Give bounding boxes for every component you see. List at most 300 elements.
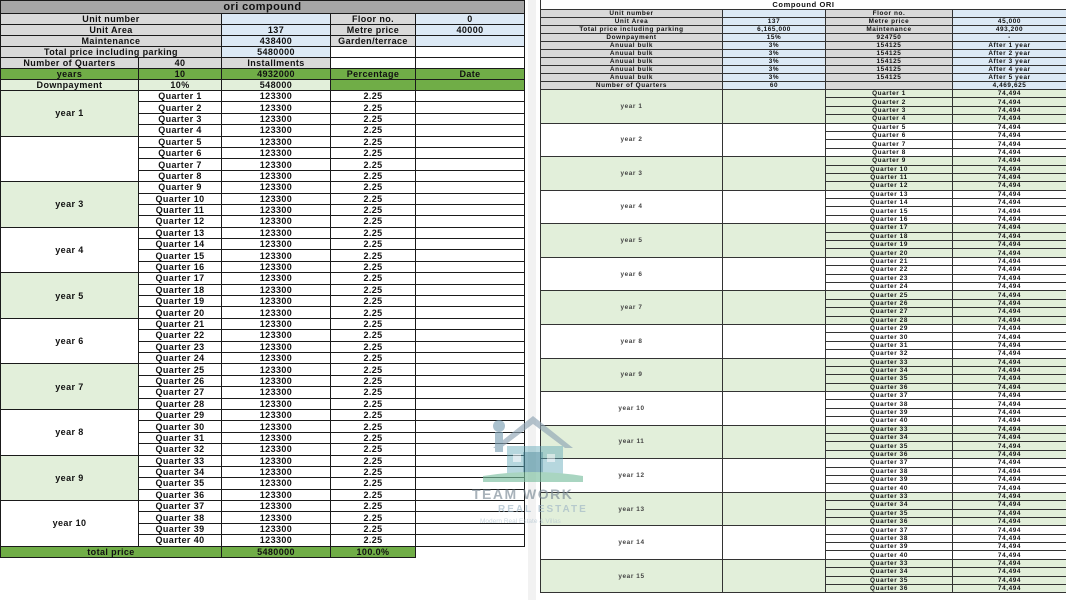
value-downpayment-percent: 10% bbox=[139, 80, 222, 91]
quarter-date bbox=[416, 170, 525, 181]
quarter-amount: 74,494 bbox=[953, 173, 1066, 181]
quarter-label: Quarter 2 bbox=[139, 102, 222, 113]
header-row bbox=[541, 66, 1066, 74]
quarter-percentage: 2.25 bbox=[331, 512, 416, 523]
quarter-amount: 74,494 bbox=[953, 190, 1066, 198]
value-unit-number bbox=[222, 14, 331, 25]
header-label: Downpayment bbox=[541, 34, 723, 42]
quarter-amount: 123300 bbox=[222, 170, 331, 181]
quarter-label: Quarter 28 bbox=[139, 398, 222, 409]
header-label-2: Floor no. bbox=[826, 10, 953, 18]
quarter-label: Quarter 27 bbox=[826, 308, 953, 316]
quarter-amount: 74,494 bbox=[953, 207, 1066, 215]
year-label: year 7 bbox=[1, 364, 139, 410]
compound-ori-sheet bbox=[540, 0, 1066, 593]
year-label: year 3 bbox=[1, 182, 139, 228]
value-maintenance: 438400 bbox=[222, 36, 331, 47]
header-value: 3% bbox=[723, 58, 826, 66]
quarter-amount: 74,494 bbox=[953, 509, 1066, 517]
year-label: year 9 bbox=[1, 455, 139, 501]
quarter-label: Quarter 33 bbox=[826, 492, 953, 500]
quarter-amount: 123300 bbox=[222, 193, 331, 204]
quarter-label: Quarter 5 bbox=[139, 136, 222, 147]
quarter-amount: 74,494 bbox=[953, 383, 1066, 391]
quarter-label: Quarter 31 bbox=[826, 341, 953, 349]
quarter-amount: 74,494 bbox=[953, 316, 1066, 324]
quarter-percentage: 2.25 bbox=[331, 466, 416, 477]
table-row bbox=[1, 136, 525, 147]
header-label-2: 154125 bbox=[826, 58, 953, 66]
quarter-label: Quarter 18 bbox=[826, 232, 953, 240]
quarter-label: Quarter 22 bbox=[139, 330, 222, 341]
quarter-date bbox=[416, 113, 525, 124]
value-installments: 4932000 bbox=[222, 69, 331, 80]
quarter-amount: 74,494 bbox=[953, 131, 1066, 139]
watermark-line1: TEAM WORK bbox=[472, 486, 574, 502]
quarter-amount: 74,494 bbox=[953, 299, 1066, 307]
quarter-label: Quarter 23 bbox=[826, 274, 953, 282]
quarter-label: Quarter 33 bbox=[826, 425, 953, 433]
quarter-amount: 123300 bbox=[222, 535, 331, 546]
quarter-label: Quarter 15 bbox=[139, 250, 222, 261]
quarter-label: Quarter 29 bbox=[139, 409, 222, 420]
quarter-amount: 74,494 bbox=[953, 266, 1066, 274]
table-row bbox=[541, 526, 1066, 534]
empty-cell bbox=[416, 80, 525, 91]
quarter-amount: 123300 bbox=[222, 284, 331, 295]
quarter-label: Quarter 4 bbox=[826, 115, 953, 123]
quarter-amount: 74,494 bbox=[953, 585, 1066, 593]
header-value: 60 bbox=[723, 82, 826, 90]
empty-cell bbox=[723, 526, 826, 560]
quarter-amount: 74,494 bbox=[953, 157, 1066, 165]
quarter-label: Quarter 37 bbox=[826, 392, 953, 400]
quarter-date bbox=[416, 273, 525, 284]
header-label: Anuual bulk bbox=[541, 74, 723, 82]
quarter-label: Quarter 34 bbox=[139, 466, 222, 477]
quarter-label: Quarter 8 bbox=[826, 148, 953, 156]
quarter-date bbox=[416, 296, 525, 307]
header-label-2: 154125 bbox=[826, 74, 953, 82]
value-metre-price: 40000 bbox=[416, 25, 525, 36]
quarter-date bbox=[416, 341, 525, 352]
quarter-amount: 123300 bbox=[222, 273, 331, 284]
quarter-label: Quarter 37 bbox=[826, 526, 953, 534]
empty-cell bbox=[331, 80, 416, 91]
quarter-amount: 123300 bbox=[222, 91, 331, 102]
header-label: Unit Area bbox=[541, 18, 723, 26]
year-label: year 4 bbox=[1, 227, 139, 273]
table-row bbox=[541, 459, 1066, 467]
quarter-label: Quarter 34 bbox=[826, 568, 953, 576]
quarter-label: Quarter 1 bbox=[139, 91, 222, 102]
quarter-amount: 123300 bbox=[222, 296, 331, 307]
header-value-2 bbox=[953, 10, 1066, 18]
quarter-amount: 123300 bbox=[222, 398, 331, 409]
value-number-of-quarters: 40 bbox=[139, 58, 222, 69]
quarter-date bbox=[416, 91, 525, 102]
quarter-amount: 74,494 bbox=[953, 375, 1066, 383]
quarter-amount: 74,494 bbox=[953, 517, 1066, 525]
quarter-label: Quarter 13 bbox=[139, 227, 222, 238]
empty-cell bbox=[723, 90, 826, 124]
table-row bbox=[1, 182, 525, 193]
header-label-2: Metre price bbox=[826, 18, 953, 26]
quarter-label: Quarter 19 bbox=[826, 241, 953, 249]
quarter-percentage: 2.25 bbox=[331, 535, 416, 546]
table-row bbox=[1, 318, 525, 329]
quarter-amount: 123300 bbox=[222, 444, 331, 455]
sheet-title: Compound ORI bbox=[541, 0, 1066, 10]
value-downpayment-amount: 548000 bbox=[222, 80, 331, 91]
label-unit-number: Unit number bbox=[1, 14, 222, 25]
table-row bbox=[1, 227, 525, 238]
header-value: 3% bbox=[723, 42, 826, 50]
header-value: 3% bbox=[723, 66, 826, 74]
quarter-percentage: 2.25 bbox=[331, 273, 416, 284]
quarter-label: Quarter 32 bbox=[826, 350, 953, 358]
year-label: year 15 bbox=[541, 559, 723, 593]
quarter-percentage: 2.25 bbox=[331, 523, 416, 534]
quarter-amount: 74,494 bbox=[953, 90, 1066, 98]
quarter-percentage: 2.25 bbox=[331, 375, 416, 386]
quarter-amount: 74,494 bbox=[953, 257, 1066, 265]
table-row bbox=[1, 273, 525, 284]
label-total-price-footer: total price bbox=[1, 546, 222, 557]
quarter-amount: 123300 bbox=[222, 432, 331, 443]
quarter-label: Quarter 17 bbox=[139, 273, 222, 284]
quarter-percentage: 2.25 bbox=[331, 455, 416, 466]
quarter-amount: 123300 bbox=[222, 455, 331, 466]
quarter-label: Quarter 25 bbox=[139, 364, 222, 375]
quarter-percentage: 2.25 bbox=[331, 307, 416, 318]
table-row bbox=[541, 425, 1066, 433]
year-label: year 8 bbox=[541, 324, 723, 358]
quarter-amount: 123300 bbox=[222, 261, 331, 272]
quarter-date bbox=[416, 444, 525, 455]
year-label: year 10 bbox=[541, 392, 723, 426]
header-value-2: After 5 year bbox=[953, 74, 1066, 82]
quarter-amount: 74,494 bbox=[953, 215, 1066, 223]
quarter-amount: 74,494 bbox=[953, 341, 1066, 349]
table-row bbox=[1, 91, 525, 102]
quarter-label: Quarter 21 bbox=[826, 257, 953, 265]
quarter-amount: 123300 bbox=[222, 466, 331, 477]
quarter-label: Quarter 38 bbox=[139, 512, 222, 523]
quarter-percentage: 2.25 bbox=[331, 125, 416, 136]
empty-cell bbox=[723, 324, 826, 358]
header-value-2: 45,000 bbox=[953, 18, 1066, 26]
quarter-label: Quarter 34 bbox=[826, 501, 953, 509]
label-floor-no: Floor no. bbox=[331, 14, 416, 25]
quarter-label: Quarter 24 bbox=[139, 352, 222, 363]
quarter-label: Quarter 16 bbox=[139, 261, 222, 272]
table-row bbox=[541, 90, 1066, 98]
label-total-price: Total price including parking bbox=[1, 47, 222, 58]
year-label: year 7 bbox=[541, 291, 723, 325]
quarter-label: Quarter 10 bbox=[139, 193, 222, 204]
header-label: Total price including parking bbox=[541, 26, 723, 34]
quarter-amount: 74,494 bbox=[953, 450, 1066, 458]
quarter-amount: 74,494 bbox=[953, 400, 1066, 408]
header-label: Anuual bulk bbox=[541, 42, 723, 50]
quarter-label: Quarter 13 bbox=[826, 190, 953, 198]
quarter-date bbox=[416, 125, 525, 136]
quarter-amount: 74,494 bbox=[953, 282, 1066, 290]
quarter-label: Quarter 33 bbox=[826, 559, 953, 567]
quarter-amount: 123300 bbox=[222, 364, 331, 375]
watermark-line3: Modern Real Estate & Villas bbox=[480, 518, 561, 525]
quarter-date bbox=[416, 239, 525, 250]
quarter-date bbox=[416, 330, 525, 341]
header-row bbox=[541, 10, 1066, 18]
quarter-percentage: 2.25 bbox=[331, 284, 416, 295]
quarter-date bbox=[416, 307, 525, 318]
header-label: Anuual bulk bbox=[541, 66, 723, 74]
header-row bbox=[541, 26, 1066, 34]
quarter-date bbox=[416, 409, 525, 420]
ori-compound-sheet bbox=[0, 0, 524, 558]
header-value-2: After 4 year bbox=[953, 66, 1066, 74]
quarter-label: Quarter 2 bbox=[826, 98, 953, 106]
quarter-percentage: 2.25 bbox=[331, 364, 416, 375]
quarter-amount: 74,494 bbox=[953, 551, 1066, 559]
header-value-2: - bbox=[953, 34, 1066, 42]
table-row bbox=[541, 190, 1066, 198]
quarter-amount: 74,494 bbox=[953, 568, 1066, 576]
empty-cell bbox=[723, 425, 826, 459]
label-maintenance: Maintenance bbox=[1, 36, 222, 47]
header-value: 3% bbox=[723, 74, 826, 82]
quarter-amount: 74,494 bbox=[953, 475, 1066, 483]
quarter-amount: 74,494 bbox=[953, 148, 1066, 156]
header-value-2: 493,200 bbox=[953, 26, 1066, 34]
quarter-label: Quarter 8 bbox=[139, 170, 222, 181]
header-percentage: Percentage bbox=[331, 69, 416, 80]
quarter-amount: 74,494 bbox=[953, 392, 1066, 400]
quarter-percentage: 2.25 bbox=[331, 136, 416, 147]
quarter-amount: 74,494 bbox=[953, 324, 1066, 332]
quarter-label: Quarter 17 bbox=[826, 224, 953, 232]
quarter-amount: 74,494 bbox=[953, 358, 1066, 366]
year-label: year 1 bbox=[1, 91, 139, 137]
empty-cell bbox=[723, 190, 826, 224]
quarter-label: Quarter 1 bbox=[826, 90, 953, 98]
year-label: year 3 bbox=[541, 157, 723, 191]
empty-cell bbox=[416, 58, 525, 69]
quarter-date bbox=[416, 182, 525, 193]
quarter-date bbox=[416, 352, 525, 363]
header-label-2: 154125 bbox=[826, 50, 953, 58]
year-label: year 8 bbox=[1, 409, 139, 455]
quarter-date bbox=[416, 204, 525, 215]
quarter-date bbox=[416, 512, 525, 523]
quarter-label: Quarter 31 bbox=[139, 432, 222, 443]
quarter-amount: 74,494 bbox=[953, 98, 1066, 106]
header-value-2: After 3 year bbox=[953, 58, 1066, 66]
quarter-amount: 74,494 bbox=[953, 425, 1066, 433]
table-row bbox=[1, 409, 525, 420]
quarter-date bbox=[416, 523, 525, 534]
page-divider bbox=[528, 0, 536, 600]
quarter-amount: 74,494 bbox=[953, 350, 1066, 358]
quarter-label: Quarter 40 bbox=[826, 551, 953, 559]
header-value: 3% bbox=[723, 50, 826, 58]
quarter-date bbox=[416, 398, 525, 409]
quarter-percentage: 2.25 bbox=[331, 318, 416, 329]
header-value-2: After 2 year bbox=[953, 50, 1066, 58]
header-label: Anuual bulk bbox=[541, 58, 723, 66]
header-label-2 bbox=[826, 82, 953, 90]
quarter-amount: 74,494 bbox=[953, 274, 1066, 282]
quarter-label: Quarter 21 bbox=[139, 318, 222, 329]
quarter-date bbox=[416, 364, 525, 375]
table-row bbox=[541, 392, 1066, 400]
quarter-label: Quarter 32 bbox=[139, 444, 222, 455]
quarter-label: Quarter 16 bbox=[826, 215, 953, 223]
quarter-amount: 74,494 bbox=[953, 534, 1066, 542]
quarter-amount: 123300 bbox=[222, 375, 331, 386]
quarter-percentage: 2.25 bbox=[331, 432, 416, 443]
header-label-2: 154125 bbox=[826, 42, 953, 50]
quarter-label: Quarter 37 bbox=[826, 459, 953, 467]
quarter-date bbox=[416, 227, 525, 238]
header-label-2: 924750 bbox=[826, 34, 953, 42]
label-metre-price: Metre price bbox=[331, 25, 416, 36]
quarter-label: Quarter 38 bbox=[826, 534, 953, 542]
quarter-label: Quarter 15 bbox=[826, 207, 953, 215]
quarter-amount: 123300 bbox=[222, 341, 331, 352]
header-label: Number of Quarters bbox=[541, 82, 723, 90]
year-label: year 13 bbox=[541, 492, 723, 526]
quarter-label: Quarter 9 bbox=[826, 157, 953, 165]
quarter-date bbox=[416, 250, 525, 261]
quarter-amount: 123300 bbox=[222, 478, 331, 489]
quarter-date bbox=[416, 284, 525, 295]
header-row bbox=[541, 74, 1066, 82]
quarter-percentage: 2.25 bbox=[331, 193, 416, 204]
quarter-label: Quarter 14 bbox=[139, 239, 222, 250]
quarter-label: Quarter 36 bbox=[826, 450, 953, 458]
quarter-label: Quarter 22 bbox=[826, 266, 953, 274]
year-label: year 12 bbox=[541, 459, 723, 493]
quarter-amount: 123300 bbox=[222, 387, 331, 398]
quarter-amount: 74,494 bbox=[953, 484, 1066, 492]
quarter-label: Quarter 19 bbox=[139, 296, 222, 307]
quarter-amount: 74,494 bbox=[953, 543, 1066, 551]
quarter-date bbox=[416, 102, 525, 113]
header-date: Date bbox=[416, 69, 525, 80]
empty-cell bbox=[416, 546, 525, 557]
quarter-amount: 123300 bbox=[222, 409, 331, 420]
table-row bbox=[541, 559, 1066, 567]
year-label: year 10 bbox=[1, 501, 139, 547]
table-row bbox=[541, 324, 1066, 332]
quarter-amount: 74,494 bbox=[953, 459, 1066, 467]
header-label: Anuual bulk bbox=[541, 50, 723, 58]
quarter-label: Quarter 35 bbox=[826, 375, 953, 383]
header-label-2: 154125 bbox=[826, 66, 953, 74]
quarter-date bbox=[416, 261, 525, 272]
quarter-amount: 123300 bbox=[222, 250, 331, 261]
quarter-amount: 74,494 bbox=[953, 308, 1066, 316]
quarter-label: Quarter 39 bbox=[826, 543, 953, 551]
quarter-percentage: 2.25 bbox=[331, 489, 416, 500]
quarter-label: Quarter 34 bbox=[826, 366, 953, 374]
quarter-percentage: 2.25 bbox=[331, 239, 416, 250]
quarter-label: Quarter 36 bbox=[826, 585, 953, 593]
quarter-percentage: 2.25 bbox=[331, 398, 416, 409]
table-row bbox=[1, 364, 525, 375]
quarter-label: Quarter 40 bbox=[826, 484, 953, 492]
year-label: year 9 bbox=[541, 358, 723, 392]
quarter-label: Quarter 10 bbox=[826, 165, 953, 173]
quarter-amount: 123300 bbox=[222, 227, 331, 238]
quarter-percentage: 2.25 bbox=[331, 296, 416, 307]
quarter-amount: 123300 bbox=[222, 125, 331, 136]
quarter-date bbox=[416, 159, 525, 170]
quarter-label: Quarter 26 bbox=[826, 299, 953, 307]
quarter-amount: 74,494 bbox=[953, 249, 1066, 257]
quarter-percentage: 2.25 bbox=[331, 330, 416, 341]
quarter-amount: 74,494 bbox=[953, 526, 1066, 534]
quarter-label: Quarter 33 bbox=[139, 455, 222, 466]
empty-cell bbox=[723, 392, 826, 426]
table-row bbox=[541, 257, 1066, 265]
quarter-amount: 74,494 bbox=[953, 417, 1066, 425]
quarter-amount: 74,494 bbox=[953, 501, 1066, 509]
label-downpayment: Downpayment bbox=[1, 80, 139, 91]
value-total-percent-footer: 100.0% bbox=[331, 546, 416, 557]
quarter-date bbox=[416, 478, 525, 489]
year-label: year 6 bbox=[1, 318, 139, 364]
quarter-label: Quarter 3 bbox=[826, 106, 953, 114]
quarter-date bbox=[416, 136, 525, 147]
quarter-percentage: 2.25 bbox=[331, 159, 416, 170]
quarter-date bbox=[416, 455, 525, 466]
quarter-label: Quarter 39 bbox=[826, 408, 953, 416]
header-value: 6,165,000 bbox=[723, 26, 826, 34]
quarter-label: Quarter 3 bbox=[139, 113, 222, 124]
quarter-amount: 74,494 bbox=[953, 165, 1066, 173]
quarter-date bbox=[416, 466, 525, 477]
year-label: year 5 bbox=[541, 224, 723, 258]
quarter-date bbox=[416, 535, 525, 546]
quarter-label: Quarter 30 bbox=[139, 421, 222, 432]
quarter-percentage: 2.25 bbox=[331, 341, 416, 352]
value-total-price: 5480000 bbox=[222, 47, 331, 58]
quarter-amount: 123300 bbox=[222, 352, 331, 363]
table-row bbox=[541, 123, 1066, 131]
quarter-amount: 123300 bbox=[222, 307, 331, 318]
quarter-amount: 123300 bbox=[222, 182, 331, 193]
quarter-date bbox=[416, 193, 525, 204]
header-row bbox=[541, 18, 1066, 26]
quarter-amount: 74,494 bbox=[953, 576, 1066, 584]
quarter-date bbox=[416, 432, 525, 443]
quarter-percentage: 2.25 bbox=[331, 227, 416, 238]
quarter-label: Quarter 6 bbox=[139, 147, 222, 158]
quarter-percentage: 2.25 bbox=[331, 102, 416, 113]
header-label-2: Maintenance bbox=[826, 26, 953, 34]
quarter-label: Quarter 30 bbox=[826, 333, 953, 341]
header-value-2: After 1 year bbox=[953, 42, 1066, 50]
quarter-label: Quarter 25 bbox=[826, 291, 953, 299]
header-label: Unit number bbox=[541, 10, 723, 18]
table-row bbox=[541, 224, 1066, 232]
quarter-percentage: 2.25 bbox=[331, 352, 416, 363]
empty-cell bbox=[723, 291, 826, 325]
